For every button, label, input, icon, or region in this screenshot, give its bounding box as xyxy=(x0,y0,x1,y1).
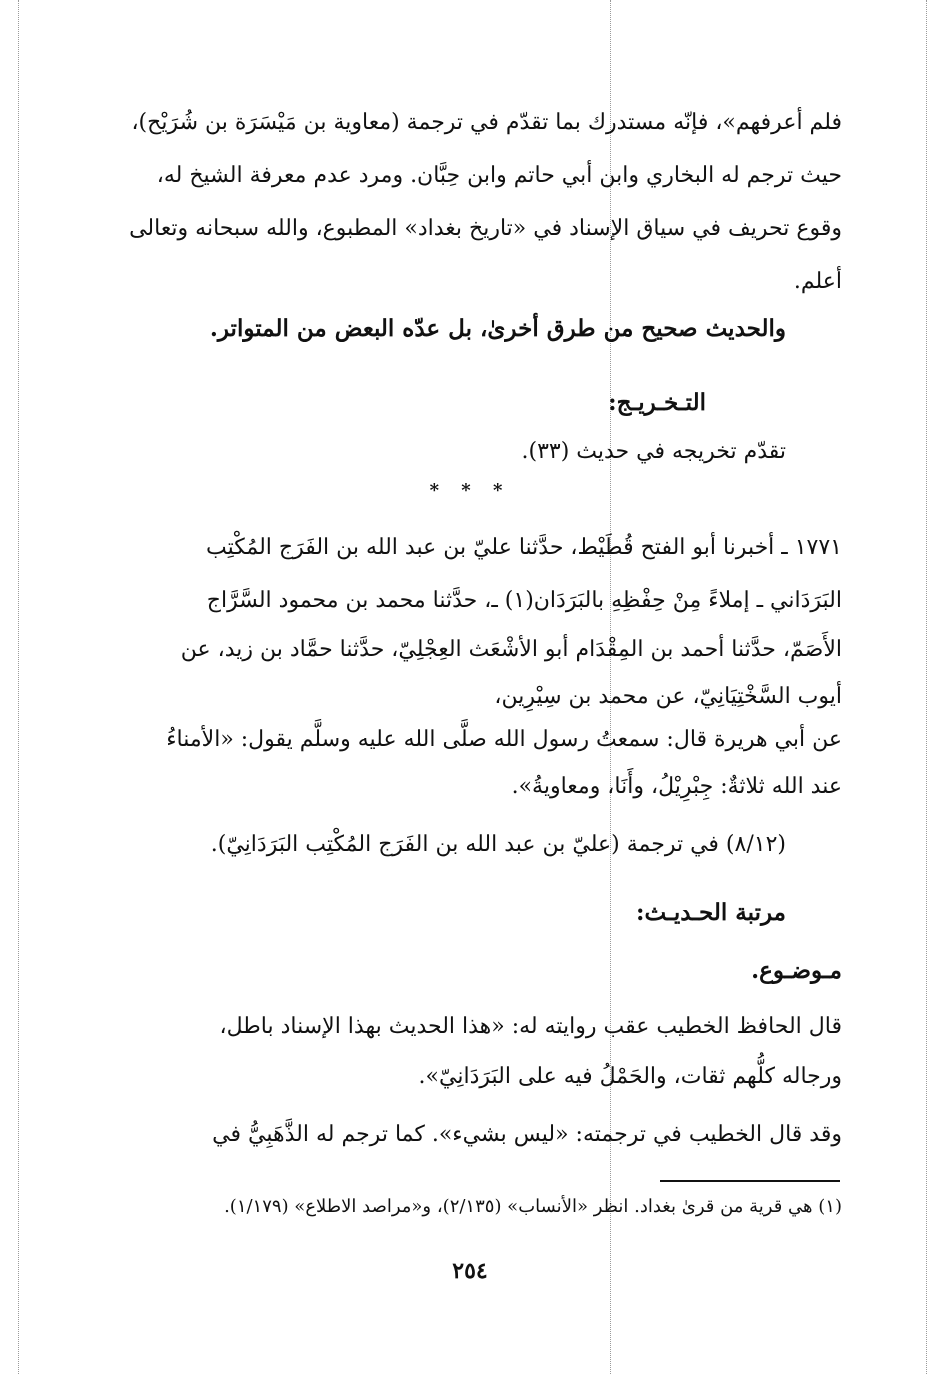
hadith-line-4: أيوب السَّخْتِيَانِيّ، عن محمد بن سِيْرِين، xyxy=(494,684,842,709)
page-number: ٢٥٤ xyxy=(452,1258,488,1284)
rank-heading: مرتبة الحـديـث: xyxy=(636,899,786,926)
khatib-biography-line: وقد قال الخطيب في ترجمته: «ليس بشيء». كما ترجم له الذَّهَبِيُّ في xyxy=(212,1122,842,1147)
footnote: (١) هي قرية من قرىٰ بغداد. انظر «الأنساب» (٢/١٣٥)، و«مراصد الاطلاع» (١/١٧٩). xyxy=(224,1196,842,1217)
khatib-quote-line-2: ورجاله كلُّهم ثقات، والحَمْلُ فيه على البَرَدَانِيّ». xyxy=(418,1064,842,1089)
scan-margin-line-left xyxy=(18,0,19,1374)
hadith-grade-statement: والحديث صحيح من طرق أخرىٰ، بل عدّه البعض من المتواتر. xyxy=(209,315,786,342)
paragraph-1-line-4: أعلم. xyxy=(793,269,842,294)
hadith-line-2: البَرَدَاني ـ إملاءً مِنْ حِفْظِهِ بالبَرَدَان(١) ـ، حدَّثنا محمد بن محمود السَّرَّاج xyxy=(206,588,842,613)
footnote-rule xyxy=(660,1180,840,1182)
hadith-line-6: عند الله ثلاثةٌ: جِبْرِيْلُ، وأَنَا، ومعاويةُ». xyxy=(511,774,842,799)
rank-value: مـوضـوع. xyxy=(751,957,842,984)
hadith-line-1: ١٧٧١ ـ أخبرنا أبو الفتح قُطَيْط، حدَّثنا عليّ بن عبد الله بن الفَرَج المُكْتِب xyxy=(205,535,842,560)
scan-margin-line-right xyxy=(926,0,927,1374)
hadith-line-5: عن أبي هريرة قال: سمعتُ رسول الله صلَّى الله عليه وسلَّم يقول: «الأمناءُ xyxy=(166,727,842,752)
paragraph-1-line-1: فلم أعرفهم»، فإنّه مستدرك بما تقدّم في ترجمة (معاوية بن مَيْسَرَة بن شُرَيْح)، xyxy=(131,110,842,135)
hadith-line-3: الأَصَمّ، حدَّثنا أحمد بن المِقْدَام أبو الأشْعَث العِجْلِيّ، حدَّثنا حمَّاد بن زيد، عن xyxy=(180,637,842,662)
section-separator: * * * xyxy=(429,480,511,501)
takhrij-heading: التـخـريـج: xyxy=(608,389,706,416)
paragraph-1-line-2: حيث ترجم له البخاري وابن أبي حاتم وابن حِبَّان. ومرد عدم معرفة الشيخ له، xyxy=(156,163,842,188)
takhrij-text: تقدّم تخريجه في حديث (٣٣). xyxy=(521,439,786,464)
khatib-quote-line-1: قال الحافظ الخطيب عقب روايته له: «هذا الحديث بهذا الإسناد باطل، xyxy=(219,1014,842,1039)
paragraph-1-line-3: وقوع تحريف في سياق الإسناد في «تاريخ بغداد» المطبوع، والله سبحانه وتعالى xyxy=(129,216,842,241)
reference-line: (٨/١٢) في ترجمة (عليّ بن عبد الله بن الفَرَج المُكْتِب البَرَدَانِيّ). xyxy=(210,832,786,857)
